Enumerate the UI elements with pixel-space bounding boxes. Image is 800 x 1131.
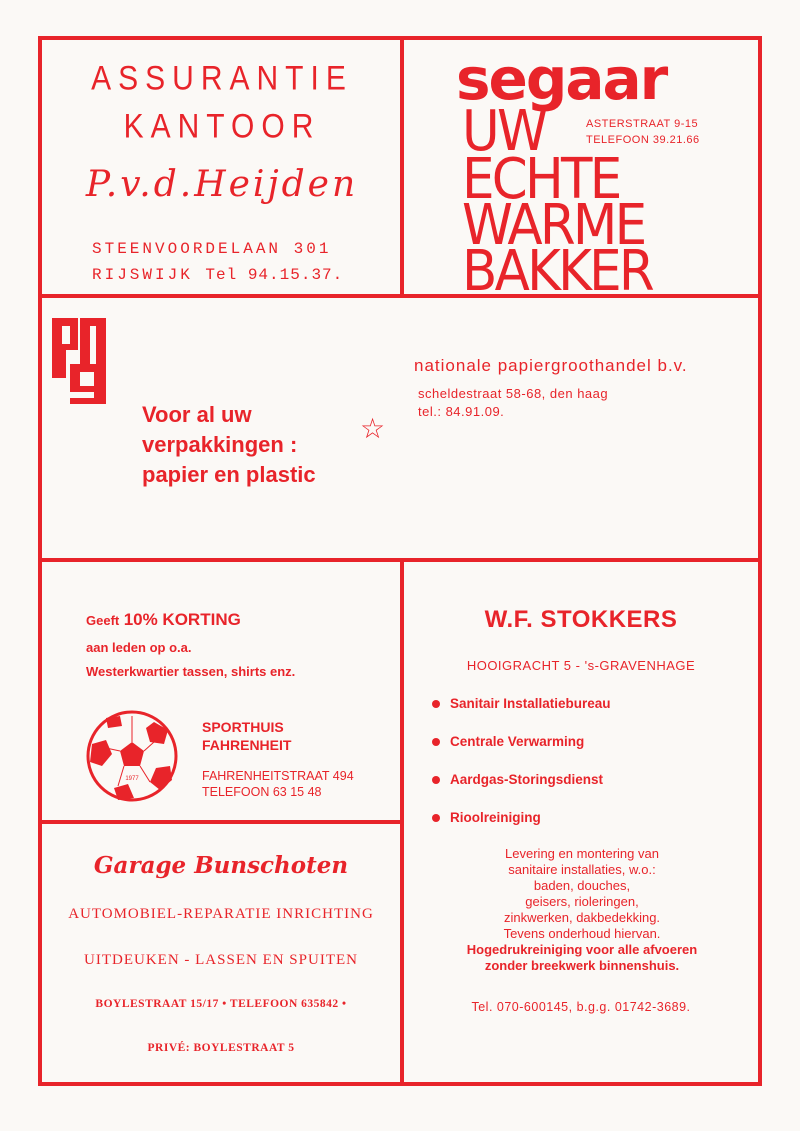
street-address: STEENVOORDELAAN 301 <box>92 240 332 258</box>
stokkers-address: HOOIGRACHT 5 - 's-GRAVENHAGE <box>466 658 696 673</box>
slogan-line-2: verpakkingen : <box>142 432 298 457</box>
korting-line <box>86 610 241 630</box>
service-item: Sanitair Installatiebureau <box>432 696 611 711</box>
slogan-line-1: Voor al uw <box>142 402 252 427</box>
description-bold-line: Hogedrukreiniging voor alle afvoeren <box>466 942 698 957</box>
sporthuis-ad <box>38 558 404 824</box>
star-icon: ☆ <box>360 413 386 444</box>
stokkers-phone: Tel. 070-600145, b.g.g. 01742-3689. <box>471 1000 691 1014</box>
segaar-word-warme: WARME <box>462 193 645 258</box>
garage-line-1: AUTOMOBIEL-REPARATIE INRICHTING <box>68 906 374 922</box>
company-address: scheldestraat 58-68, den haag <box>418 386 609 401</box>
owner-name: P.v.d.Heijden <box>85 164 359 205</box>
city-phone <box>92 266 343 284</box>
assurantie-title: ASSURANTIE <box>91 59 353 98</box>
description-line: sanitaire installaties, w.o.: <box>508 862 656 877</box>
stokkers-title: W.F. STOKKERS <box>484 606 678 633</box>
company-name: nationale papiergroothandel b.v. <box>414 356 688 375</box>
garage-ad <box>38 820 404 1086</box>
company-tel: tel.: 84.91.09. <box>418 404 505 419</box>
segaar-word-bakker: BAKKER <box>462 239 652 304</box>
korting-line-3: Westerkwartier tassen, shirts enz. <box>86 664 296 679</box>
sporthuis-address: FAHRENHEITSTRAAT 494 <box>202 769 354 783</box>
garage-name: Garage Bunschoten <box>93 852 349 879</box>
service-item: Aardgas-Storingsdienst <box>432 772 603 787</box>
ball-year: 1977 <box>125 776 139 782</box>
kantoor-title: KANTOOR <box>123 107 321 146</box>
slogan-line-3: papier en plastic <box>142 462 316 487</box>
description-line: Tevens onderhoud hiervan. <box>503 926 661 941</box>
sporthuis-phone: TELEFOON 63 15 48 <box>202 785 322 799</box>
segaar-ad <box>400 36 762 304</box>
papiergroothandel-ad <box>38 294 762 562</box>
segaar-phone: TELEFOON 39.21.66 <box>586 134 700 146</box>
stokkers-ad <box>400 558 762 1086</box>
korting-pre: Geeft <box>86 613 120 628</box>
png-logo <box>52 318 106 404</box>
phone: Tel 94.15.37. <box>205 266 344 284</box>
description-line: zinkwerken, dakbedekking. <box>503 910 661 925</box>
service-item: Rioolreiniging <box>432 810 541 825</box>
description-bold-line: zonder breekwerk binnenshuis. <box>484 958 680 973</box>
garage-address: BOYLESTRAAT 15/17 • TELEFOON 635842 • <box>95 998 347 1010</box>
sporthuis-name-1: SPORTHUIS <box>202 719 284 735</box>
segaar-logo: segaar <box>456 45 667 113</box>
description-line: baden, douches, <box>533 878 631 893</box>
service-item: Centrale Verwarming <box>432 734 584 749</box>
segaar-word-uw: UW <box>462 99 546 164</box>
segaar-word-echte: ECHTE <box>462 147 620 212</box>
description-line: geisers, rioleringen, <box>525 894 639 909</box>
football-icon <box>84 708 180 804</box>
sporthuis-name-2: FAHRENHEIT <box>202 737 292 753</box>
city: RIJSWIJK <box>92 266 193 284</box>
description-line: Levering en montering van <box>505 846 659 861</box>
segaar-address: ASTERSTRAAT 9-15 <box>586 118 699 130</box>
assurantie-ad <box>38 36 404 298</box>
korting-amount: 10% KORTING <box>123 610 241 629</box>
garage-prive: PRIVÉ: BOYLESTRAAT 5 <box>147 1042 295 1054</box>
garage-line-2: UITDEUKEN - LASSEN EN SPUITEN <box>84 952 358 968</box>
korting-line-2: aan leden op o.a. <box>86 640 192 655</box>
